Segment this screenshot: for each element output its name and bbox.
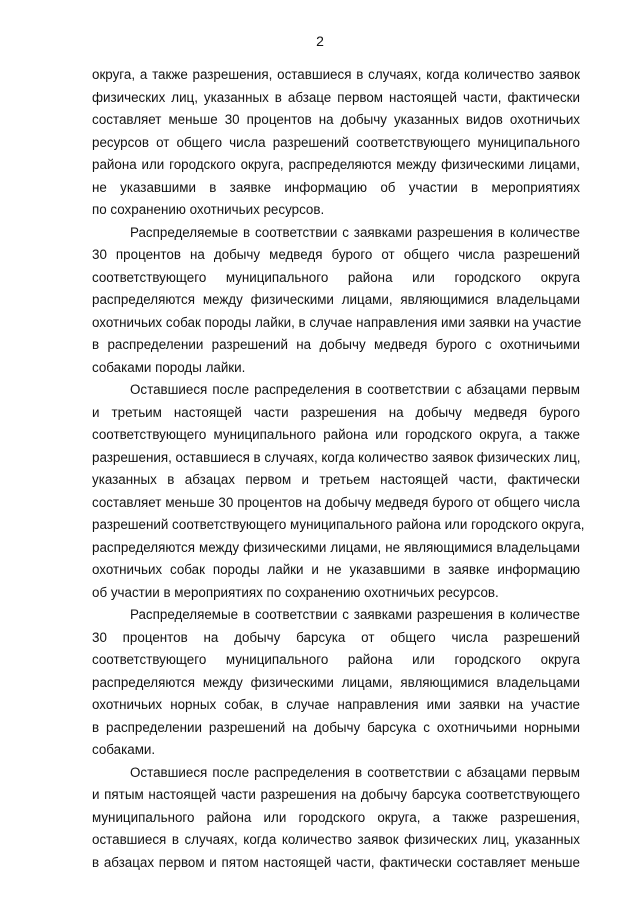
paragraph bbox=[92, 222, 580, 380]
text-line: разрешения, оставшиеся в случаях, когда количество заявок физических лиц, bbox=[92, 449, 581, 465]
text-line: и пятым настоящей части разрешения на добычу барсука соответствующего bbox=[92, 787, 580, 802]
text-line: распределяются между физическими лицами, являющимися владельцами bbox=[92, 674, 580, 690]
text-line: ресурсов от общего числа разрешений соответствующего муниципального bbox=[92, 134, 580, 150]
text-line: охотничьих норных собак, в случае направления ими заявки на участие bbox=[92, 697, 580, 712]
text-line: разрешений соответствующего муниципального района или городского округа, bbox=[92, 517, 585, 532]
text-line: и третьим настоящей части разрешения на добычу медведя бурого bbox=[92, 404, 580, 420]
paragraph bbox=[92, 604, 580, 762]
text-line: об участии в мероприятиях по сохранению охотничьих ресурсов. bbox=[92, 584, 499, 600]
text-line: по сохранению охотничьих ресурсов. bbox=[92, 202, 325, 217]
text-line: в распределении разрешений на добычу барсука с охотничьими норными bbox=[92, 719, 580, 735]
text-line: округа, а также разрешения, оставшиеся в случаях, когда количество заявок bbox=[92, 67, 580, 82]
text-line: в распределении разрешений на добычу медведя бурого с охотничьими bbox=[92, 337, 580, 352]
text-line: муниципального района или городского округа, а также разрешения, bbox=[92, 809, 580, 825]
text-line: района или городского округа, распределяются между физическими лицами, bbox=[92, 157, 580, 172]
page-number: 2 bbox=[316, 33, 324, 49]
paragraph bbox=[92, 379, 585, 604]
text-line: соответствующего муниципального района или городского округа, а также bbox=[92, 427, 580, 442]
paragraph bbox=[92, 64, 580, 222]
text-line: Оставшиеся после распределения в соответствии с абзацами первым bbox=[130, 764, 580, 780]
text-line: Оставшиеся после распределения в соответствии с абзацами первым bbox=[130, 382, 580, 397]
text-line: распределяются между физическими лицами, являющимися владельцами bbox=[92, 292, 580, 307]
text-line: соответствующего муниципального района или городского округа bbox=[92, 652, 580, 667]
text-line: собаками породы лайки. bbox=[92, 359, 246, 375]
document-body bbox=[92, 64, 585, 874]
text-line: 30 процентов на добычу медведя бурого от общего числа разрешений bbox=[92, 247, 580, 262]
paragraph bbox=[92, 762, 580, 875]
text-line: соответствующего муниципального района или городского округа bbox=[92, 269, 580, 285]
text-line: Распределяемые в соответствии с заявками разрешения в количестве bbox=[130, 607, 580, 622]
text-line: физических лиц, указанных в абзаце первом настоящей части, фактически bbox=[92, 89, 580, 105]
text-line: охотничьих собак породы лайки и не указавшими в заявке информацию bbox=[92, 562, 580, 577]
text-line: собаками. bbox=[92, 742, 156, 757]
text-line: в абзацах первом и пятом настоящей части, фактически составляет меньше bbox=[92, 854, 580, 870]
text-line: не указавшими в заявке информацию об участии в мероприятиях bbox=[92, 179, 580, 195]
text-line: 30 процентов на добычу барсука от общего числа разрешений bbox=[92, 629, 580, 645]
text-line: составляет меньше 30 процентов на добычу медведя бурого от общего числа bbox=[92, 494, 580, 510]
text-line: оставшиеся в случаях, когда количество заявок физических лиц, указанных bbox=[92, 832, 580, 847]
text-line: распределяются между физическими лицами, не являющимися владельцами bbox=[92, 539, 580, 555]
text-line: охотничьих собак породы лайки, в случае направления ими заявки на участие bbox=[92, 314, 582, 330]
text-line: указанных в абзацах первом и третьем настоящей части, фактически bbox=[92, 472, 580, 487]
text-line: Распределяемые в соответствии с заявками разрешения в количестве bbox=[130, 224, 580, 240]
text-line: составляет меньше 30 процентов на добычу указанных видов охотничьих bbox=[92, 112, 580, 127]
